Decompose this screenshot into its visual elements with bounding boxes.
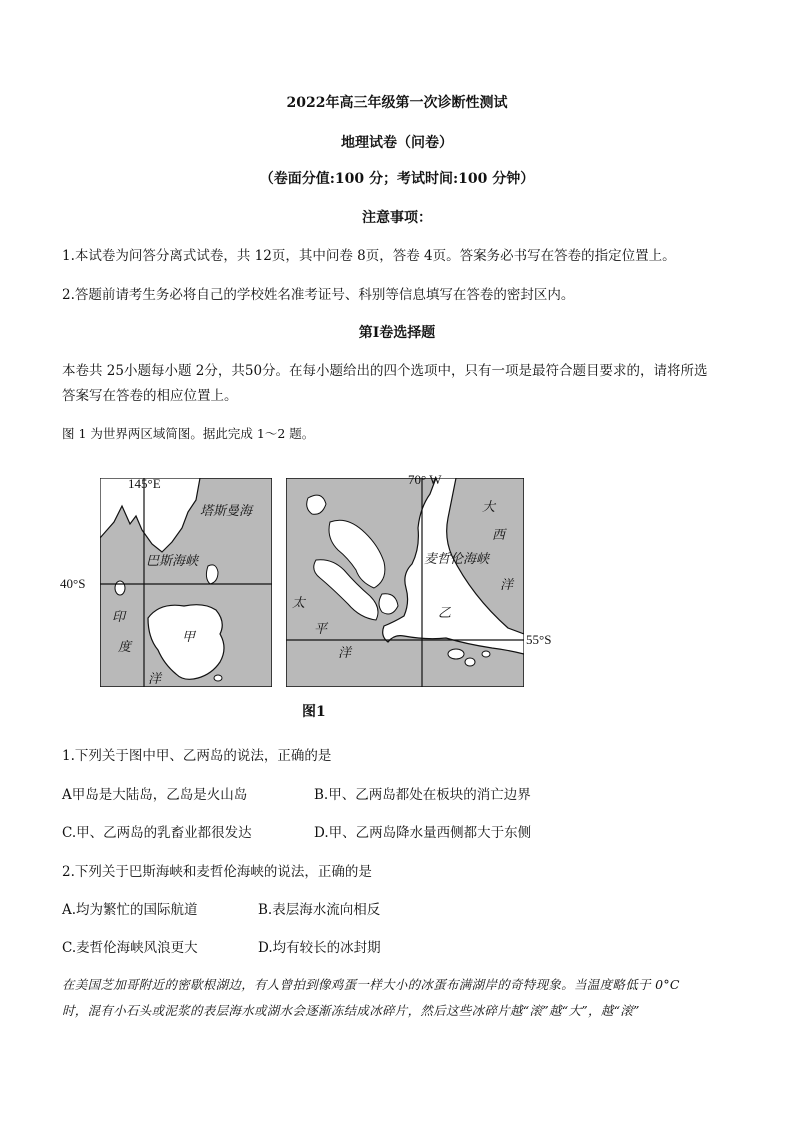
map-magellan-strait	[286, 478, 524, 687]
label-tai: 太	[292, 596, 306, 611]
question-1-stem: 1.下列关于图中甲、乙两岛的说法，正确的是	[62, 748, 332, 764]
exam-subtitle: 地理试卷（问卷）	[341, 135, 453, 151]
label-yin: 印	[112, 610, 126, 625]
lon-label-145e: 145°E	[128, 476, 161, 491]
question-1-option-c: C.甲、乙两岛的乳畜业都很发达	[62, 825, 252, 841]
map-bass-strait	[100, 478, 272, 687]
label-magellan-strait: 麦哲伦海峡	[424, 552, 490, 567]
figure-intro: 图 1 为世界两区域简图。据此完成 1～2 题。	[62, 426, 315, 441]
question-2-stem: 2.下列关于巴斯海峡和麦哲伦海峡的说法，正确的是	[62, 864, 372, 880]
notice-title: 注意事项：	[362, 210, 432, 226]
label-yang-pacific: 洋	[338, 646, 352, 661]
question-2-option-d: D.均有较长的冰封期	[258, 940, 381, 956]
material-line-2: 时，混有小石头或泥浆的表层海水或湖水会逐渐冻结成冰碎片，然后这些冰碎片越“滚”越“大”，越“滚”	[62, 1003, 640, 1018]
question-1-option-d: D.甲、乙两岛降水量西侧都大于东侧	[314, 825, 532, 841]
label-du: 度	[118, 640, 132, 655]
lon-label-70w: 70° W	[408, 472, 442, 487]
question-2-option-c: C.麦哲伦海峡风浪更大	[62, 940, 198, 956]
score-time: （卷面分值:100 分；考试时间:100 分钟）	[259, 171, 535, 187]
question-2-option-b: B.表层海水流向相反	[258, 902, 381, 918]
label-yi: 乙	[438, 606, 452, 621]
lat-label-40s: 40°S	[60, 576, 86, 591]
label-bass-strait: 巴斯海峡	[146, 554, 199, 569]
section-title: 第Ⅰ卷选择题	[358, 325, 436, 341]
section-intro-2: 答案写在答卷的相应位置上。	[62, 388, 238, 404]
material-line-1: 在美国芝加哥附近的密歇根湖边，有人曾拍到像鸡蛋一样大小的冰蛋布满湖岸的奇特现象。当温度略低于 0°C	[62, 977, 680, 992]
label-yang: 洋	[148, 672, 162, 687]
question-2-option-a: A.均为繁忙的国际航道	[62, 902, 198, 918]
label-ping: 平	[314, 622, 328, 637]
figure-caption: 图1	[302, 704, 326, 720]
question-1-option-a: A甲岛是大陆岛，乙岛是火山岛	[62, 787, 248, 803]
label-xi: 西	[492, 528, 506, 543]
lat-label-55s: 55°S	[526, 632, 552, 647]
notice-1: 1.本试卷为问答分离式试卷，共 12页，其中问卷 8页，答卷 4页。答案务必书写在答卷的指定位置上。	[62, 248, 676, 264]
label-da: 大	[482, 500, 496, 515]
label-jia: 甲	[182, 630, 196, 645]
notice-2: 2.答题前请考生务必将自己的学校姓名准考证号、科别等信息填写在答卷的密封区内。	[62, 287, 575, 303]
exam-title: 2022年高三年级第一次诊断性测试	[286, 95, 508, 111]
label-tasman-sea: 塔斯曼海	[200, 504, 253, 519]
figure-1	[62, 458, 558, 728]
label-yang-atlantic: 洋	[500, 578, 514, 593]
section-intro-1: 本卷共 25小题每小题 2分，共50分。在每小题给出的四个选项中，只有一项是最符合题目要求的，请将所选	[62, 363, 708, 379]
question-1-option-b: B.甲、乙两岛都处在板块的消亡边界	[314, 787, 531, 803]
